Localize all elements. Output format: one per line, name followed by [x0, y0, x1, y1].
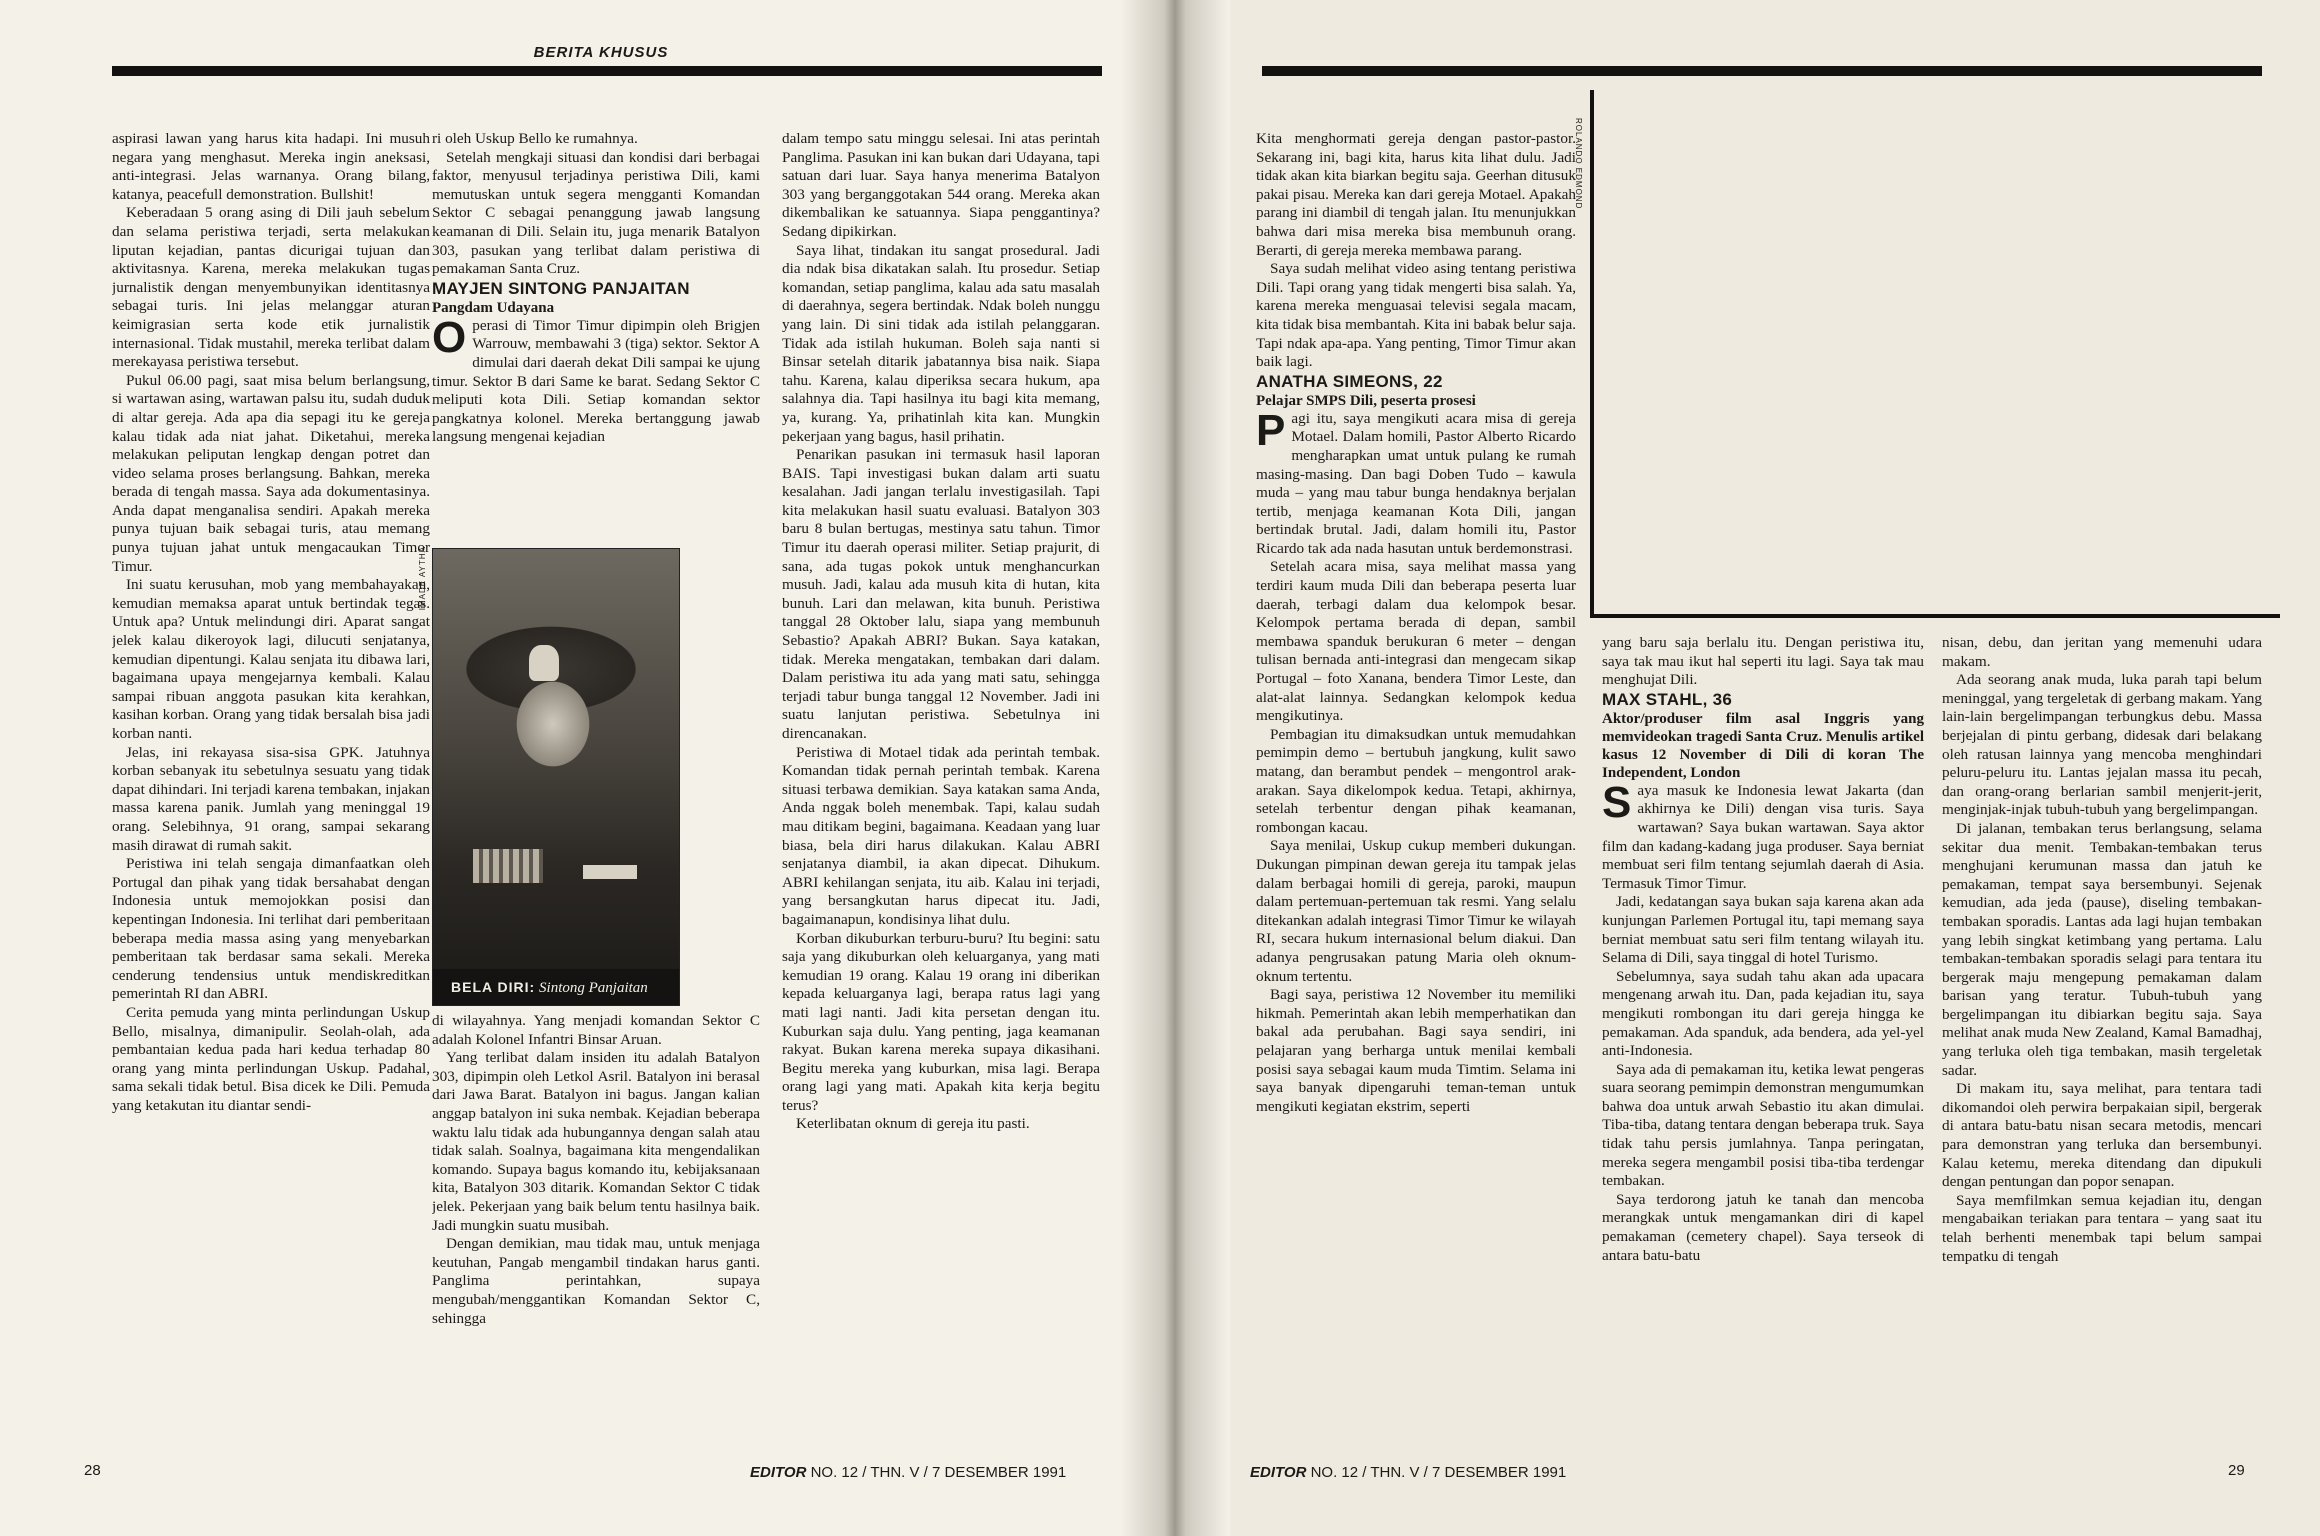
paragraph: dalam tempo satu minggu selesai. Ini atas perintah Panglima. Pasukan ini kan bukan dari Udayana, tapi satuan dari luar. Saya hanya menerima Batalyon 303 yang berganggotakan 544 orang. Mereka akan dikembalikan ke satuannya. Siapa penggantinya? Sedang dipikirkan. — [782, 130, 1100, 240]
paragraph: di wilayahnya. Yang menjadi komandan Sektor C adalah Kolonel Infantri Binsar Aruan. — [432, 1012, 760, 1048]
paragraph: Kita menghormati gereja dengan pastor-pastor. Sekarang ini, bagi kita, harus kita lihat dulu. Jadi tidak akan kita biarkan begitu saja. Geerhan ditusuk pakai pisau. Mereka kan dari gereja Motael. Apakah parang ini diambil di tengah jalan. Itu menunjukkan bahwa dari misa mereka bisa membunuh orang. Berarti, di gereja mereka membawa parang. — [1256, 130, 1576, 259]
paragraph: Ada seorang anak muda, luka parah tapi belum meninggal, yang tergeletak di gerbang makam. Yang lain-lain bergelimpangan terbungkus debu. Massa berjejalan di pintu gerbang, didesak dari belakang oleh ratusan lainnya yang mencoba menghindari peluru-peluru itu. Lantas jejalan massa itu pecah, dan orang-orang berlarian sambil menjerit-jerit, menginjak-injak tubuh-tubuh yang bergelimpangan. — [1942, 671, 2262, 819]
interviewee-name: ANATHA SIMEONS, 22 — [1256, 371, 1443, 391]
paragraph: Penarikan pasukan ini termasuk hasil laporan BAIS. Tapi investigasi bukan dalam arti suatu kesalahan. Jadi jangan terlalu investigasilah. Tapi kita melakukan hasil suatu evaluasi. Batalyon 303 baru 8 bulan bertugas, mestinya satu tahun. Timor Timur itu daerah operasi militer. Setiap prajurit, di sana, ada tugas pokok untuk menghancurkan musuh. Jadi, kalau ada musuh kita di hutan, kita bunuh. Lari dan melawan, kita bunuh. Peristiwa tanggal 28 Oktober lalu, siapa yang membunuh Sebastio? Apakah ABRI? Bukan. Saya katakan, tidak. Mereka mengatakan, tembakan dari dalam. Dalam peristiwa itu ada yang mati satu, sehingga terjadi tabur bunga tanggal 12 November. Jadi ini suatu lanjutan peristiwa. Sebetulnya ini direncanakan. — [782, 446, 1100, 742]
section-label: BERITA KHUSUS — [510, 44, 692, 61]
left-column-3 — [782, 130, 1100, 1440]
magazine-name: EDITOR — [750, 1464, 807, 1481]
left-column-2-top — [432, 130, 760, 542]
paragraph: Pembagian itu dimaksudkan untuk memudahkan pemimpin demo – bertubuh jangkung, kulit sawo matang, dan berambut pendek – mengontrol arak-arakan. Saya dikelompok kedua. Tetapi, akhirnya, setelah terbentur dengan pihak keamanan, rombongan kacau. — [1256, 725, 1576, 836]
photo-credit: ROLANDO EDMOND — [1574, 118, 1583, 210]
caption-name: Sintong Panjaitan — [539, 980, 648, 996]
paragraph: Saya terdorong jatuh ke tanah dan mencoba merangkak untuk mengamankan diri di kapel pemakaman (cemetery chapel). Saya terseok di antara batu-batu — [1602, 1190, 1924, 1264]
paragraph: Dengan demikian, mau tidak mau, untuk menjaga keutuhan, Pangab mengambil tindakan harus ganti. Panglima perintahkan, supaya mengubah/menggantikan Komandan Sektor C, sehingga — [432, 1235, 760, 1327]
beret-badge — [529, 645, 559, 681]
interviewee-name: MAYJEN SINTONG PANJAITAN — [432, 278, 690, 298]
paragraph: Saya memfilmkan semua kejadian itu, dengan mengabaikan teriakan para tentara – yang saat itu telah berhenti menembak tapi belum sampai tempatku di tengah — [1942, 1191, 2262, 1265]
paragraph: yang baru saja berlalu itu. Dengan peristiwa itu, saya tak mau ikut hal seperti itu lagi. Saya tak mau menghujat Dili. — [1602, 634, 1924, 689]
interviewee-title: Pangdam Udayana — [432, 299, 555, 316]
paragraph: Keterlibatan oknum di gereja itu pasti. — [796, 1115, 1030, 1133]
paragraph: Di makam itu, saya melihat, para tentara tadi dikomandoi oleh perwira berpakaian sipil, bergerak di antara batu-batu nisan secara metodis, mencari para demonstran yang terluka dan bersembunyi. Kalau ketemu, mereka ditendang dan dipukuli dengan pentungan dan popor senapan. — [1942, 1080, 2262, 1191]
paragraph: Setelah acara misa, saya melihat massa yang terdiri kaum muda Dili dan beberapa peserta luar daerah, terbagi dalam dua kelompok besar. Kelompok pertama berada di depan, sambil membawa spanduk berukuran 6 meter – dengan tulisan bernada anti-integrasi dan mengecam sikap Portugal – foto Xanana, bendera Timor Leste, dan alat-alat lainnya. Sedangkan kelompok kedua mengikutinya. — [1256, 558, 1576, 725]
page-footer-right — [1250, 1464, 1566, 1481]
interviewee-name: MAX STAHL, 36 — [1602, 689, 1733, 709]
right-column-1 — [1256, 130, 1576, 1440]
left-page — [0, 0, 1150, 1536]
paragraph: Jelas, ini rekayasa sisa-sisa GPK. Jatuhnya korban sebanyak itu sebetulnya sesuatu yang tidak dapat dihindari. Ini terjadi karena tembakan, injakan massa karena panik. Jumlah yang meninggal 19 orang. Selebihnya, 91 orang, sampai sekarang masih dirawat di rumah sakit. — [112, 743, 430, 854]
paragraph: Saya lihat, tindakan itu sangat prosedural. Jadi dia ndak bisa dikatakan salah. Itu prosedur. Setiap komandan, setiap panglima, kalau ada satu masalah di daerahnya, segera bertindak. Ndak boleh nunggu yang lain. Di sini tidak ada istilah pelanggaran. Tidak ada istilah hukuman. Boleh saja nanti si Binsar setelah ditarik jabatannya bisa naik. Siapa tahu. Karena, kalau diperiksa secara hukum, apa salahnya dia. Tapi hasilnya itu bagi kita memang, ya, kurang. Ya, prihatinlah kita kan. Mungkin pekerjaan yang bagus, hasil prihatin. — [782, 241, 1100, 445]
issue-info: NO. 12 / THN. V / 7 DESEMBER 1991 — [810, 1464, 1067, 1481]
page-number: 29 — [2228, 1462, 2245, 1479]
show-through-headline — [1620, 140, 2260, 580]
nameplate — [583, 865, 637, 879]
paragraph: aspirasi lawan yang harus kita hadapi. Ini musuh negara yang menghasut. Mereka ingin aneksasi, anti-integrasi. Jelas warnanya. Orang bilang, katanya, peacefull demonstration. Bullshit! — [112, 130, 430, 203]
paragraph: Jadi, kedatangan saya bukan saja karena akan ada kunjungan Parlemen Portugal itu, tapi memang saya berniat membuat satu seri film tentang wilayah itu. Selama di Dili, saya tinggal di hotel Turismo. — [1602, 893, 1924, 967]
paragraph: Saya ada di pemakaman itu, ketika lewat pengeras suara seorang pemimpin demonstran mengumumkan bahwa doa untuk arwah Sebastio itu akan dimulai. Tiba-tiba, datang tentara dengan beberapa truk. Saya tidak tahu persis jumlahnya. Tanpa peringatan, mereka segera mengambil posisi tiba-tiba terdengar tembakan. — [1602, 1060, 1924, 1190]
interviewee-title: Aktor/produser film asal Inggris yang memvideokan tragedi Santa Cruz. Menulis artikel kasus 12 November di Dili di koran The Independent, London — [1602, 710, 1924, 781]
drop-cap: P — [1256, 405, 1286, 455]
magazine-name: EDITOR — [1250, 1464, 1307, 1481]
paragraph: Ini suatu kerusuhan, mob yang membahayakan, kemudian memaksa aparat untuk bertindak tegas. Untuk apa? Untuk melindungi diri. Aparat sangat jelek kalau dikeroyok lagi, dilucuti senjatanya, kemudian dipentungi. Kalau senjata itu dibawa lari, bagaimana upaya mengejarnya kembali. Kalau sampai ribuan anggota pasukan kita kerahkan, kasihan korban. Orang yang tidak bersalah bisa jadi korban nanti. — [112, 576, 430, 742]
paragraph: Pagi itu, saya mengikuti acara misa di gereja Motael. Dalam homili, Pastor Alberto Ricardo mengharapkan umat untuk pulang ke rumah masing-masing. Dan bagi Doben Tudo – kawula muda – yang mau tabur bunga hendaknya berjalan tertib, menjaga keamanan Kota Dili, jangan bertindak brutal. Jadi, dalam homili itu, Pastor Ricardo tak ada nada hasutan untuk berdemonstrasi. — [1256, 405, 1576, 557]
paragraph: Keberadaan 5 orang asing di Dili jauh sebelum dan selama peristiwa terjadi, serta melakukan liputan kejadian, pantas dicurigai tujuan dan aktivitasnya. Karena, mereka melakukan tugas jurnalistik dengan menyembunyikan identitasnya sebagai turis. Ini jelas melanggar aturan keimigrasian serta kode etik jurnalistik internasional. Tidak mustahil, mereka terlibat dalam merekayasa peristiwa tersebut. — [112, 204, 430, 371]
paragraph: Saya menilai, Uskup cukup memberi dukungan. Dukungan pimpinan dewan gereja itu tampak jelas dalam berbagai homili di gereja, paroki, maupun dalam pertemuan-pertemuan tak resmi. Yang selalu ditekankan adalah integrasi Timor Timur ke wilayah RI, secara hukum internasional belum diakui. Dan adanya pengrusakan patung Maria oleh oknum-oknum tertentu. — [1256, 837, 1576, 985]
photo-caption — [433, 969, 679, 1005]
paragraph: Pukul 06.00 pagi, saat misa belum berlangsung, si wartawan asing, wartawan palsu itu, sudah duduk di altar gereja. Ada apa dia sepagi itu ke gereja kalau tidak ada niat jahat. Diketahui, mereka melakukan peliputan lengkap dengan potret dan video selama proses berlangsung. Bahkan, mereka berada di tengah massa. Saya ada dokumentasinya. Anda dapat menganalisa sendiri. Apakah mereka punya tujuan baik sebagai turis, atau memang punya tujuan jahat untuk mengacaukan Timor Timur. — [112, 371, 430, 575]
paragraph: Bagi saya, peristiwa 12 November itu memiliki hikmah. Pemerintah akan lebih memperhatikan dan bakal ada perubahan. Bagi saya sendiri, ini pelajaran yang berharga untuk menilai kembali posisi saya sebagai kaum muda Timtim. Selama ini saya banyak dipengaruhi teman-teman untuk mengikuti kegiatan ekstrim, seperti — [1256, 986, 1576, 1115]
drop-cap: O — [432, 312, 467, 362]
issue-info: NO. 12 / THN. V / 7 DESEMBER 1991 — [1310, 1464, 1567, 1481]
paragraph: Operasi di Timor Timur dipimpin oleh Brigjen Warrouw, membawahi 3 (tiga) sektor. Sektor A dimulai dari daerah dekat Dili sampai ke ujung timur. Sektor B dari Same ke barat. Sedang Sektor C meliputi kota Dili. Setiap komandan sektor pangkatnya kolonel. Mereka bertanggung jawab langsung mengenai kejadian — [432, 312, 760, 446]
page-footer — [750, 1464, 1066, 1481]
paragraph: Saya sudah melihat video asing tentang peristiwa Dili. Tapi orang yang tidak mengerti bisa salah. Ya, karena mereka menguasai televisi segala macam, kita tidak bisa membantah. Kita ini babak belur saja. Tapi ndak apa-apa. Yang penting, Timor Timur akan baik lagi. — [1256, 260, 1576, 371]
right-column-3 — [1942, 634, 2262, 1442]
left-column-1 — [112, 130, 430, 1440]
medal-ribbons — [473, 849, 543, 883]
paragraph: Saya masuk ke Indonesia lewat Jakarta (dan akhirnya ke Dili) dengan visa turis. Saya wartawan? Saya bukan wartawan. Saya aktor film dan kadang-kadang juga produser. Saya berniat membuat seri film tentang sejumlah daerah di Asia. Termasuk Timor Timur. — [1602, 777, 1924, 892]
paragraph: Korban dikuburkan terburu-buru? Itu begini: satu saja yang dikuburkan oleh keluarganya, yang mati kemudian 19 orang. Kalau 19 orang ini diberikan kepada keluarganya lagi, berapa ratus lagi yang mati lagi nanti. Jadi kita persetan dengan itu. Kuburkan saja dulu. Yang penting, jaga keamanan rakyat. Bukan karena mereka supaya dikasihani. Begitu mereka yang kuburkan, misa lagi. Berapa orang lagi yang mati. Apakah kita kerja begitu terus? — [782, 929, 1100, 1114]
photo-frame-bottom — [1590, 614, 2280, 618]
page-number: 28 — [84, 1462, 101, 1479]
caption-label: BELA DIRI: — [451, 979, 536, 995]
photo-credit: IMADE AYTHA — [418, 546, 427, 611]
paragraph: Yang terlibat dalam insiden itu adalah Batalyon 303, dipimpin oleh Letkol Asril. Batalyon ini berasal dari Jawa Barat. Batalyon ini bagus. Jangan kalian anggap batalyon ini suka nembak. Kejadian beberapa waktu lalu tidak ada hubungannya dengan salah atau tidak salah. Soalnya, bagaimana kita mengendalikan komando. Supaya bagus komando itu, kebijaksanaan kita, Batalyon 303 ditarik. Komandan Sektor C tidak jelek. Pekerjaan yang baik belum tentu hasilnya baik. Jadi mungkin suatu musibah. — [432, 1049, 760, 1234]
left-column-2-bottom — [432, 1012, 760, 1442]
paragraph: Peristiwa di Motael tidak ada perintah tembak. Komandan tidak pernah perintah tembak. Karena situasi terbawa demikian. Saya katakan sama Anda, Anda nggak boleh menembak. Tapi, kalau sudah mau ditikam begini, bagaimana. Keadaan yang luar biasa, bela diri harus dilakukan. Kalau ABRI senjatanya diambil, ia akan dipecat. Dihukum. ABRI kehilangan senjata, itu aib. Kalau ini terjadi, yang bersangkutan harus dipecat itu. Jadi, bagaimanapun, kondisinya lihat dulu. — [782, 743, 1100, 928]
right-column-2 — [1602, 634, 1924, 1442]
drop-cap: S — [1602, 777, 1632, 827]
interviewee-title: Pelajar SMPS Dili, peserta prosesi — [1256, 392, 1476, 409]
paragraph: Peristiwa ini telah sengaja dimanfaatkan oleh Portugal dan pihak yang tidak bersahabat dengan Indonesia untuk memojokkan posisi dan kepentingan Indonesia. Ini terlihat dari pemberitaan beberapa media massa asing yang menyebarkan pemberitaan tak berdasar sama sekali. Mereka cenderung tendensius untuk mendiskreditkan pemerintah RI dan ABRI. — [112, 855, 430, 1003]
paragraph: Sebelumnya, saya sudah tahu akan ada upacara mengenang arwah itu. Dan, pada kejadian itu, saya mengikuti rombongan itu dari gereja hingga ke pemakaman. Ada spanduk, ada bendera, ada yel-yel anti-Indonesia. — [1602, 967, 1924, 1060]
paragraph: Setelah mengkaji situasi dan kondisi dari berbagai faktor, menyusul terjadinya peristiwa Dili, kami memutuskan untuk segera mengganti Komandan Sektor C sebagai penanggung jawab langsung keamanan di Dili. Selain itu, juga menarik Batalyon 303, pasukan yang terlibat dalam peristiwa di pemakaman Santa Cruz. — [432, 148, 760, 278]
photo-frame-left — [1590, 90, 1594, 618]
paragraph: Cerita pemuda yang minta perlindungan Uskup Bello, misalnya, dimanipulir. Seolah-olah, ada pembantaian kedua pada hari kedua terhadap 80 orang yang minta perlindungan Uskup. Padahal, sama sekali tidak betul. Bisa dicek ke Dili. Pemuda yang ketakutan itu diantar sendi- — [112, 1003, 430, 1114]
paragraph: nisan, debu, dan jeritan yang memenuhi udara makam. — [1942, 634, 2262, 670]
header-rule — [112, 66, 1102, 76]
paragraph: Di jalanan, tembakan terus berlangsung, selama sekitar dua menit. Tembakan-tembakan terus menghujani kerumunan massa dan jatuh ke pemakaman, tempat saya bersembunyi. Sejenak kemudian, ada jeda (pause), diseling tembakan-tembakan sporadis. Lantas ada lagi hujan tembakan yang lebih singkat ketimbang yang pertama. Lalu tembakan-tembakan sporadis selagi para tentara itu bergerak maju mengepung pemakaman dalam barisan yang teratur. Tubuh-tubuh yang bergelimpangan itu dibiarkan begitu saja. Saya melihat anak muda New Zealand, Kamal Bamadhaj, yang terluka oleh tiga tembakan, masih tergeletak sadar. — [1942, 819, 2262, 1079]
header-rule-right — [1262, 66, 2262, 76]
paragraph: ri oleh Uskup Bello ke rumahnya. — [432, 130, 638, 147]
portrait-photo — [432, 548, 680, 1006]
